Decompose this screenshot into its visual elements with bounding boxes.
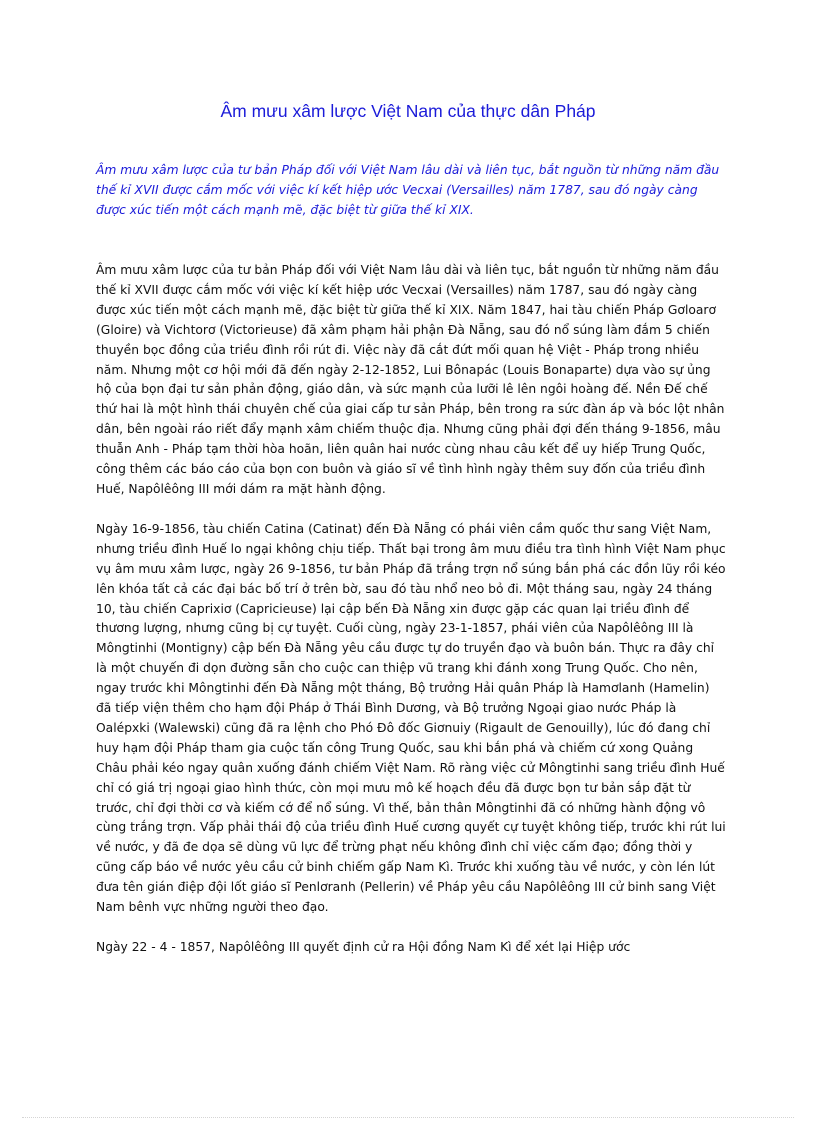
document-title: Âm mưu xâm lược Việt Nam của thực dân Pháp (220, 101, 596, 121)
body-paragraph-3: Ngày 22 - 4 - 1857, Napôlêông III quyết định cử ra Hội đồng Nam Kì để xét lại Hiệp ước (96, 940, 631, 954)
body-paragraph-1: Âm mưu xâm lược của tư bản Pháp đối với Việt Nam lâu dài và liên tục, bắt nguồn từ những năm đầu thế kỉ XVII được cắm mốc với việc kí kết hiệp ước Vecxai (Versailles) năm 1787, sau đó ngày càng được xúc tiến một cách mạnh mẽ, đặc biệt từ giữa thế kỉ XIX. Năm 1847, hai tàu chiến Pháp Gơloarơ (Gloire) và Vichtorơ (Victorieuse) đã xâm phạm hải phận Đà Nẵng, sau đó nổ súng làm đắm 5 chiến thuyền bọc đồng của triều đình rồi rút đi. Việc này đã cắt đứt mối quan hệ Việt - Pháp trong nhiều năm. Nhưng một cơ hội mới đã đến ngày 2-12-1852, Lui Bônapác (Louis Bonaparte) dựa vào sự ủng hộ của bọn đại tư sản phản động, giáo dân, và sức mạnh của lưỡi lê lên ngôi hoàng đế. Nền Đế chế thứ hai là một hình thái chuyên chế của giai cấp tư sản Pháp, bên trong ra sức đàn áp và bóc lột nhân dân, bên ngoài ráo riết đẩy mạnh xâm chiếm thuộc địa. Nhưng cũng phải đợi đến tháng 9-1856, mâu thuẫn Anh - Pháp tạm thời hòa hoãn, liên quân hai nước cùng nhau câu kết để uy hiếp Trung Quốc, công thêm các báo cáo của bọn con buôn và giáo sĩ về tình hình ngày thêm suy đốn của triều đình Huế, Napôlêông III mới dám ra mặt hành động. (96, 263, 725, 496)
page-bottom-divider (22, 1117, 794, 1118)
intro-summary: Âm mưu xâm lược của tư bản Pháp đối với Việt Nam lâu dài và liên tục, bắt nguồn từ những năm đầu thế kỉ XVII được cắm mốc với việc kí kết hiệp ước Vecxai (Versailles) năm 1787, sau đó ngày càng được xúc tiến một cách mạnh mẽ, đặc biệt từ giữa thế kỉ XIX. (96, 163, 720, 217)
document-body (96, 261, 726, 978)
body-paragraph-2: Ngày 16-9-1856, tàu chiến Catina (Catinat) đến Đà Nẵng có phái viên cầm quốc thư sang Việt Nam, nhưng triều đình Huế lo ngại không chịu tiếp. Thất bại trong âm mưu điều tra tình hình Việt Nam phục vụ âm mưu xâm lược, ngày 26 9-1856, tư bản Pháp đã trắng trợn nổ súng bắn phá các đồn lũy rồi kéo lên khóa tất cả các đại bác bố trí ở trên bờ, sau đó tàu nhổ neo bỏ đi. Một tháng sau, ngày 24 tháng 10, tàu chiến Caprixiơ (Capricieuse) lại cập bến Đà Nẵng xin được gặp các quan lại triều đình để thương lượng, nhưng cũng bị cự tuyệt. Cuối cùng, ngày 23-1-1857, phái viên của Napôlêông III là Môngtinhi (Montigny) cập bến Đà Nẵng yêu cầu được tự do truyền đạo và buôn bán. Thực ra đây chỉ là một chuyến đi dọn đường sẵn cho cuộc can thiệp vũ trang khi đánh xong Trung Quốc. Cho nên, ngay trước khi Môngtinhi đến Đà Nẵng một tháng, Bộ trưởng Hải quân Pháp là Hamơlanh (Hamelin) đã tiếp viện thêm cho hạm đội Pháp ở Thái Bình Dương, và Bộ trưởng Ngoại giao nước Pháp là Oalépxki (Walewski) cũng đã ra lệnh cho Phó Đô đốc Giơnuiy (Rigault de Genouilly), lúc đó đang chỉ huy hạm đội Pháp tham gia cuộc tấn công Trung Quốc, sau khi bắn phá và chiếm cứ xong Quảng Châu phải kéo ngay quân xuống đánh chiếm Việt Nam. Rõ ràng việc cử Môngtinhi sang triều đình Huế chỉ có giá trị ngoại giao hình thức, còn mọi mưu mô kế hoạch đều đã được bọn tư bản sắp đặt từ trước, chỉ đợi thời cơ và kiếm cớ để nổ súng. Vì thế, bản thân Môngtinhi đã có những hành động vô cùng trắng trợn. Vấp phải thái độ của triều đình Huế cương quyết cự tuyệt không tiếp, trước khi rút lui về nước, y đã đe dọa sẽ dùng vũ lực để trừng phạt nếu không đình chỉ việc cấm đạo; đồng thời y cũng cấp báo về nước yêu cầu cử binh chiếm gấp Nam Kì. Trước khi xuống tàu về nước, y còn lén lút đưa tên gián điệp đội lốt giáo sĩ Penlơranh (Pellerin) về Pháp yêu cầu Napôlêông III cử binh sang Việt Nam bênh vực những người theo đạo. (96, 521, 726, 915)
